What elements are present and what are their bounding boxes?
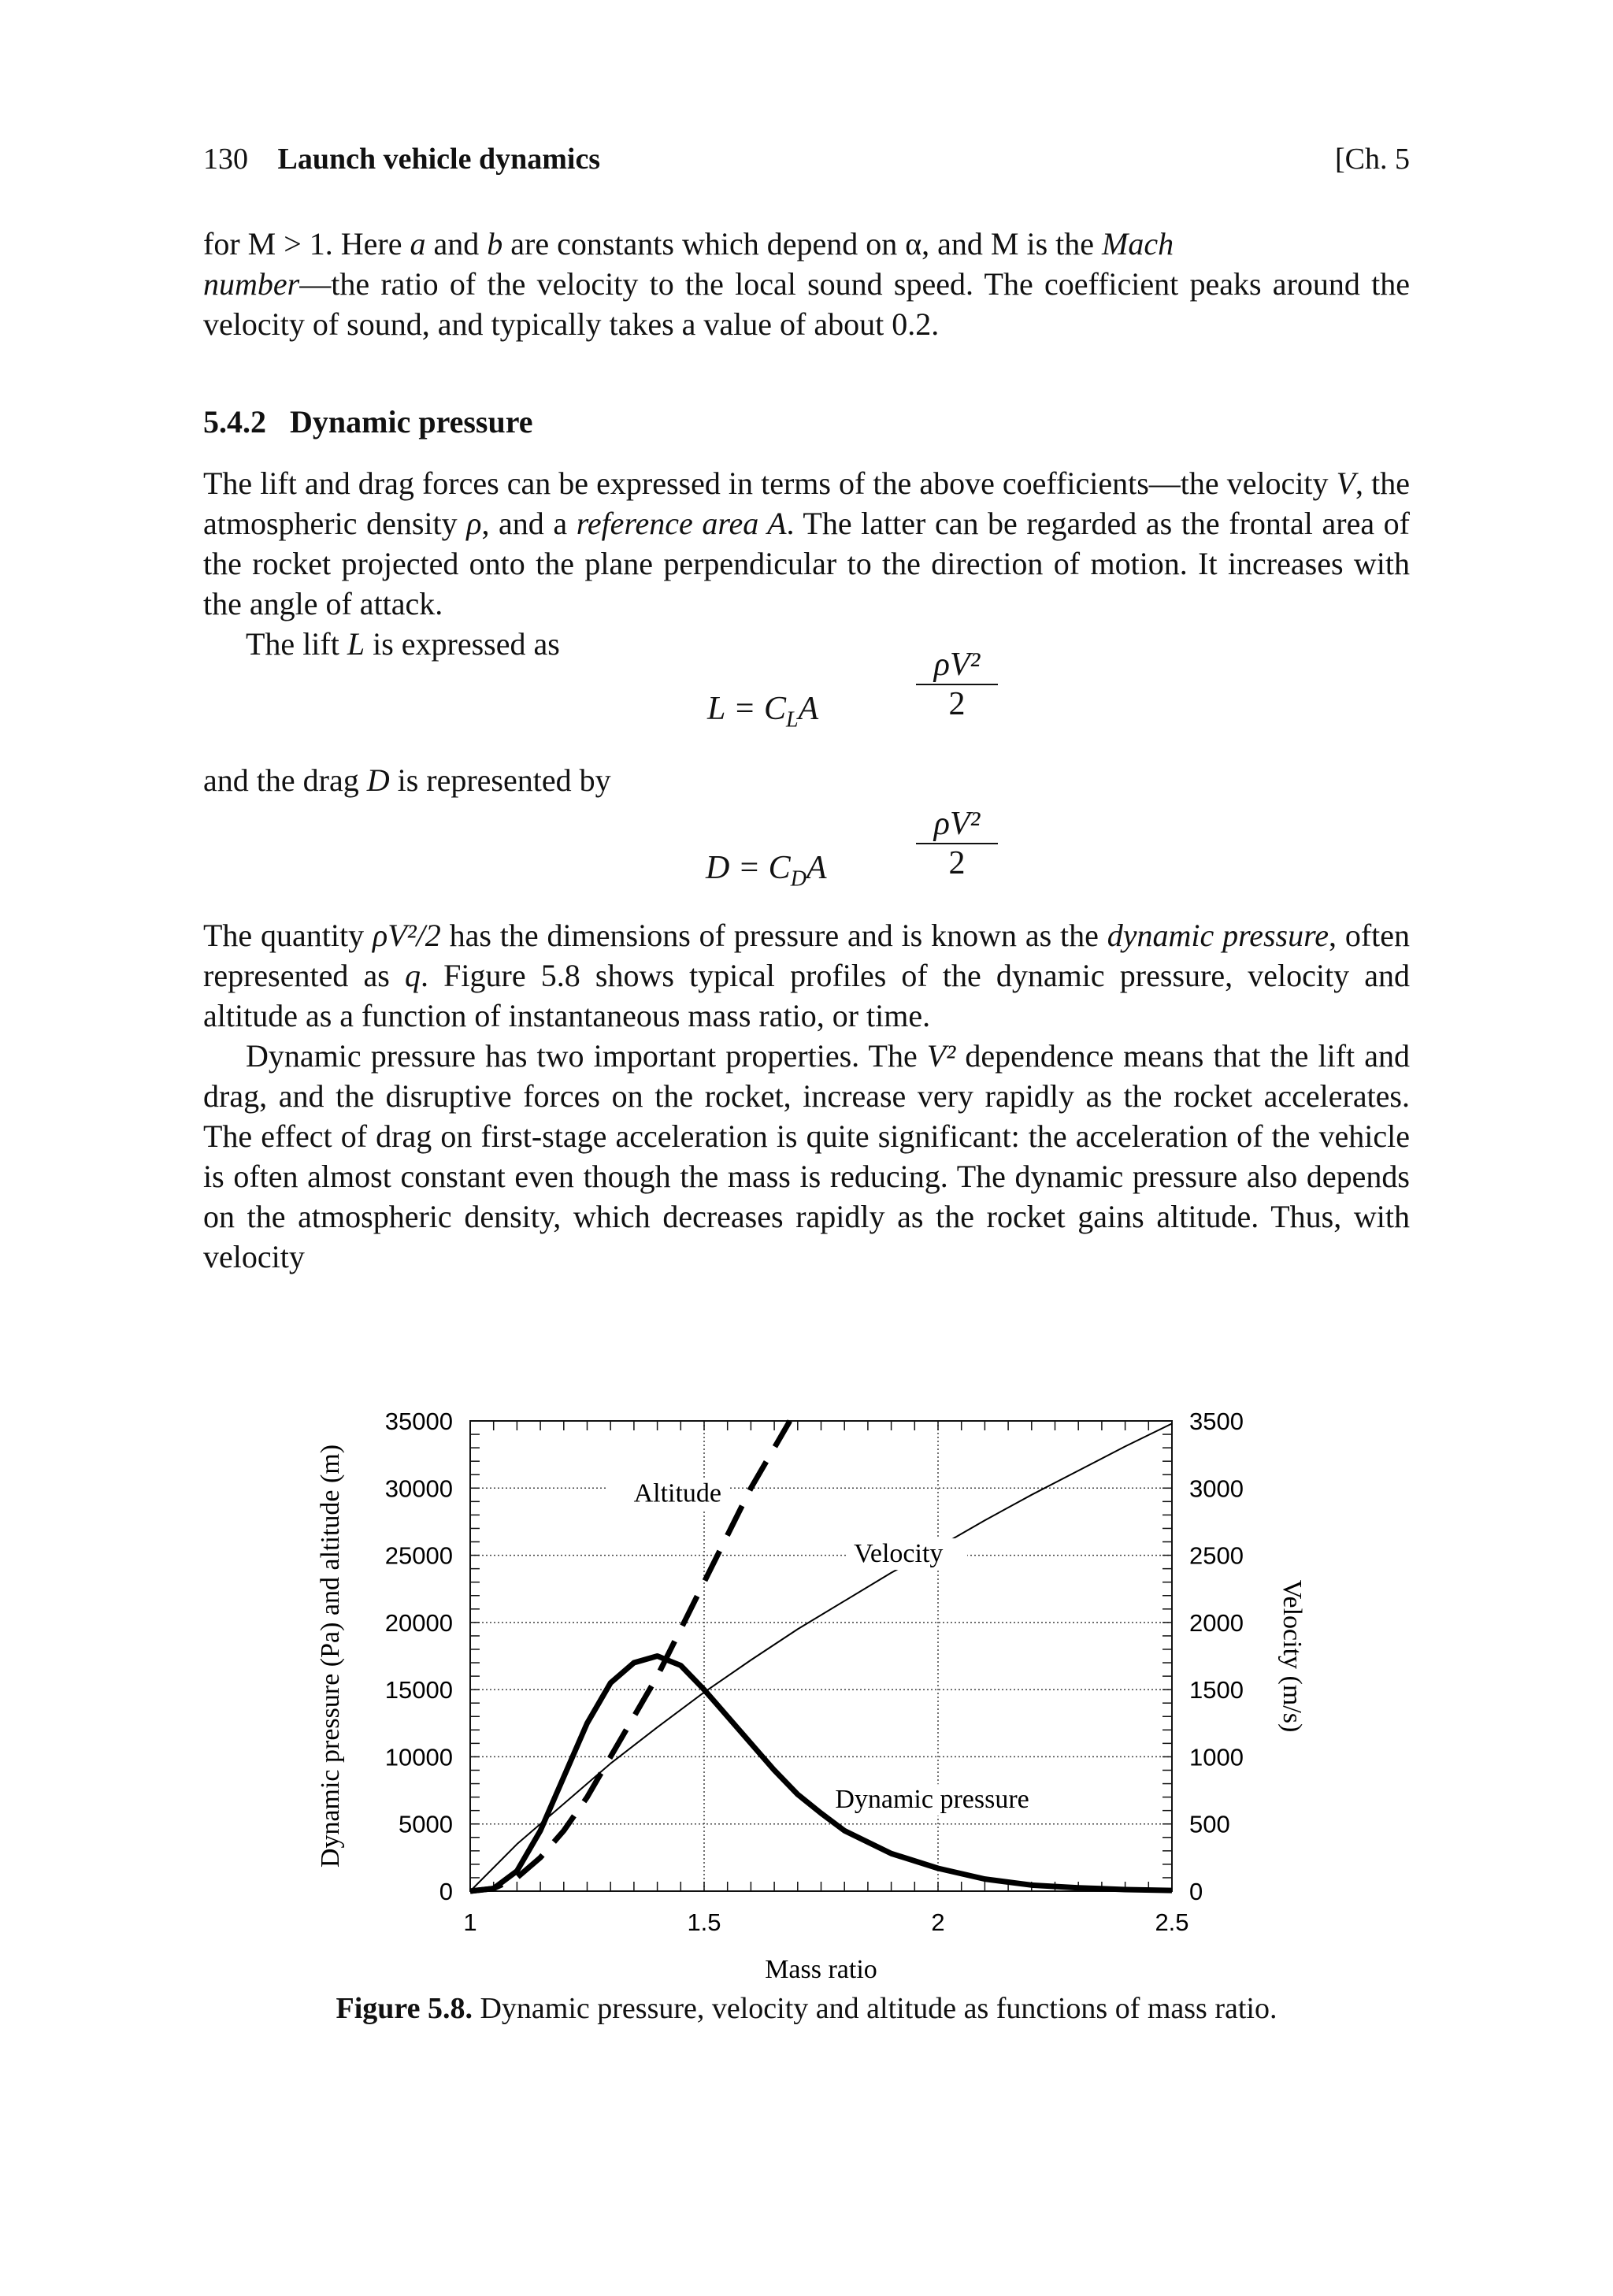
var-b: b — [487, 226, 503, 261]
chart-grid — [470, 1421, 1172, 1891]
figure-5-8-chart — [299, 1394, 1323, 1993]
paragraph-1 — [203, 224, 1410, 344]
drag-equation — [706, 806, 981, 892]
eq-numerator: ρV² — [933, 647, 981, 683]
y2-tick-label: 2500 — [1189, 1541, 1244, 1570]
term-number: number — [203, 266, 300, 302]
x-tick-label: 2 — [931, 1908, 945, 1936]
y2-tick-label: 3500 — [1189, 1408, 1244, 1435]
x-tick-label: 1 — [463, 1908, 477, 1936]
page-number: 130 — [203, 143, 248, 176]
eq-denominator: 2 — [948, 686, 966, 722]
var-d: D — [366, 762, 390, 798]
chart-series — [470, 1421, 1172, 1891]
y-tick-label: 10000 — [384, 1743, 453, 1771]
y-tick-label: 35000 — [384, 1408, 453, 1435]
var-l: L — [347, 626, 365, 662]
text: The lift and drag forces can be expressed in terms of the above coefficients—the velocity — [203, 466, 1337, 501]
y2-tick-label: 0 — [1189, 1878, 1203, 1905]
velocity-line — [470, 1423, 1172, 1891]
expr-q: ρV²/2 — [373, 918, 441, 953]
plot-frame — [470, 1421, 1172, 1891]
running-head — [203, 140, 1410, 178]
y2-tick-label: 1500 — [1189, 1676, 1244, 1704]
text: is represented by — [389, 762, 611, 798]
x-axis-label: Mass ratio — [765, 1955, 877, 1984]
y2-tick-label: 1000 — [1189, 1743, 1244, 1771]
text: , the atmospheric density — [203, 466, 1410, 541]
y-tick-label: 15000 — [384, 1676, 453, 1704]
y-tick-label: 20000 — [384, 1608, 453, 1637]
text: for M > 1. Here — [203, 226, 410, 261]
text: Dynamic pressure has two important properties. The — [246, 1038, 927, 1074]
eq-denominator: 2 — [948, 845, 966, 881]
caption-label: Figure 5.8. — [336, 1992, 473, 2025]
eq-fraction — [914, 646, 1000, 723]
text: is expressed as — [365, 626, 560, 662]
y-tick-label: 0 — [439, 1878, 453, 1905]
text: The quantity — [203, 918, 373, 953]
paragraph-2 — [203, 463, 1410, 664]
section-title: Dynamic pressure — [290, 404, 533, 440]
text: The lift — [246, 626, 347, 662]
eq-area: A — [806, 850, 827, 886]
eq-subscript: D — [790, 866, 806, 892]
text: , and a — [481, 506, 577, 541]
y-tick-label: 5000 — [399, 1810, 453, 1838]
figure-caption — [203, 1991, 1410, 2026]
chart-labels — [316, 1445, 1307, 1984]
paragraph-4 — [203, 760, 1410, 800]
term-dynamic-pressure: dynamic pressure — [1107, 918, 1329, 953]
chapter-label: [Ch. 5 — [1335, 143, 1410, 176]
term-mach: Mach — [1102, 226, 1174, 261]
eq-numerator: ρV² — [933, 806, 981, 842]
paragraph-5 — [203, 915, 1410, 1277]
y-tick-label: 30000 — [384, 1474, 453, 1503]
eq-area: A — [798, 691, 819, 727]
caption-text: Dynamic pressure, velocity and altitude as functions of mass ratio. — [472, 1992, 1277, 2025]
running-title: Launch vehicle dynamics — [277, 143, 601, 176]
eq-lhs: D = C — [706, 850, 791, 886]
section-heading — [203, 403, 533, 440]
x-tick-label: 2.5 — [1155, 1908, 1189, 1936]
y-axis-label: Dynamic pressure (Pa) and altitude (m) — [316, 1444, 345, 1868]
eq-subscript: L — [785, 707, 799, 733]
eq-fraction — [914, 805, 1000, 882]
var-v: V — [1336, 466, 1356, 501]
text: , often represented as — [203, 918, 1411, 993]
text: dependence means that the lift and drag, and the disruptive forces on the rocket, increase very rapidly as the rocket accelerates. The effect of drag on first-stage acceleration is quite significant: the acceleration of the vehicle is often almost constant even though the mass is reducing. The dynamic pressure also depends on the atmospheric density, which decreases rapidly as the rocket gains altitude. Thus, with velocity — [203, 1038, 1411, 1274]
dynamic-pressure-line — [470, 1656, 1172, 1892]
annotation-label: Dynamic pressure — [835, 1785, 1029, 1815]
expr-v2: V² — [926, 1038, 956, 1074]
y2-tick-label: 2000 — [1189, 1608, 1244, 1637]
text: are constants which depend on α, and M is the — [502, 226, 1103, 261]
text: . Figure 5.8 shows typical profiles of the dynamic pressure, velocity and altitude as a function of instantaneous mass ratio, or time. — [203, 958, 1411, 1033]
y2-tick-label: 3000 — [1189, 1474, 1244, 1503]
annotation-label: Altitude — [633, 1478, 721, 1508]
eq-lhs: L = C — [707, 691, 786, 727]
annotation-label: Velocity — [854, 1539, 944, 1569]
x-tick-label: 1.5 — [687, 1908, 721, 1936]
var-rho: ρ — [466, 506, 482, 541]
text: . The latter can be regarded as the frontal area of the rocket projected onto the plane perpendicular to the direction of motion. It increases with the angle of attack. — [203, 506, 1410, 621]
text: and — [425, 226, 488, 261]
text: and the drag — [203, 762, 367, 798]
var-q: q — [404, 958, 421, 993]
text: —the ratio of the velocity to the local sound speed. The coefficient peaks around the velocity of sound, and typically takes a value of about 0.2. — [203, 266, 1410, 342]
y-tick-label: 25000 — [384, 1541, 453, 1570]
section-number: 5.4.2 — [203, 404, 266, 440]
var-a: a — [410, 226, 426, 261]
y2-axis-label: Velocity (m/s) — [1277, 1579, 1307, 1733]
y2-tick-label: 500 — [1189, 1810, 1230, 1838]
chart-ticks — [385, 1408, 1244, 1936]
text: has the dimensions of pressure and is known as the — [440, 918, 1107, 953]
term-reference-area: reference area A — [576, 506, 787, 541]
lift-equation — [707, 647, 981, 733]
